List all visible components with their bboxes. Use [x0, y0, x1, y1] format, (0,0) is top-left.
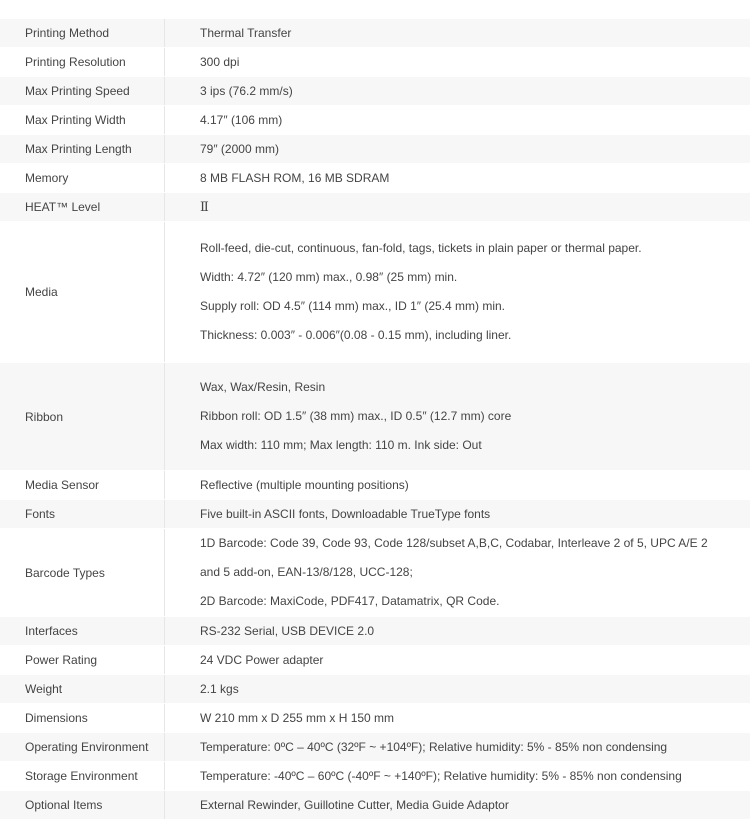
spec-value	[165, 791, 750, 819]
spec-value-line: 2.1 kgs	[200, 681, 239, 696]
spec-value-line: Width: 4.72″ (120 mm) max., 0.98″ (25 mm) min.	[200, 270, 458, 284]
spec-value	[165, 77, 750, 105]
spec-value-line: 24 VDC Power adapter	[200, 652, 324, 667]
spec-label: Printing Method	[0, 19, 165, 47]
spec-value-line: Max width: 110 mm; Max length: 110 m. Ink side: Out	[200, 438, 482, 452]
spec-label: Media Sensor	[0, 471, 165, 499]
spec-row-weight	[0, 675, 750, 704]
spec-value-line: Wax, Wax/Resin, Resin	[200, 380, 326, 394]
spec-value-line: Ⅱ	[200, 199, 209, 215]
spec-row-operating-environment	[0, 733, 750, 762]
spec-value-line: and 5 add-on, EAN-13/8/128, UCC-128;	[200, 565, 413, 579]
spec-row-optional-items	[0, 791, 750, 820]
spec-value	[165, 193, 750, 221]
spec-value	[165, 106, 750, 134]
spec-value	[165, 704, 750, 732]
spec-value-line: RS-232 Serial, USB DEVICE 2.0	[200, 623, 375, 638]
spec-value	[165, 675, 750, 703]
spec-value	[165, 19, 750, 47]
spec-value-line: 300 dpi	[200, 54, 240, 69]
spec-label: Dimensions	[0, 704, 165, 732]
spec-label: Barcode Types	[0, 529, 165, 616]
spec-row-heat-level	[0, 193, 750, 222]
spec-row-power-rating	[0, 646, 750, 675]
spec-value-line: Reflective (multiple mounting positions)	[200, 477, 409, 492]
spec-value-line: Thickness: 0.003″ - 0.006″(0.08 - 0.15 mm), including liner.	[200, 328, 512, 342]
spec-label: HEAT™ Level	[0, 193, 165, 221]
spec-label: Interfaces	[0, 617, 165, 645]
spec-label: Max Printing Length	[0, 135, 165, 163]
spec-value-line: 4.17″ (106 mm)	[200, 112, 283, 127]
spec-value	[165, 363, 750, 470]
spec-row-media-sensor	[0, 471, 750, 500]
spec-value	[165, 500, 750, 528]
spec-value	[165, 222, 750, 362]
spec-row-barcode-types	[0, 529, 750, 617]
spec-label: Max Printing Speed	[0, 77, 165, 105]
spec-label: Memory	[0, 164, 165, 192]
spec-table	[0, 19, 750, 820]
spec-row-max-printing-length	[0, 135, 750, 164]
spec-label: Printing Resolution	[0, 48, 165, 76]
spec-row-media	[0, 222, 750, 363]
spec-label: Operating Environment	[0, 733, 165, 761]
spec-row-printing-resolution	[0, 48, 750, 77]
spec-label: Weight	[0, 675, 165, 703]
spec-value-line: 8 MB FLASH ROM, 16 MB SDRAM	[200, 170, 390, 185]
spec-row-memory	[0, 164, 750, 193]
spec-row-max-printing-width	[0, 106, 750, 135]
spec-value-line: External Rewinder, Guillotine Cutter, Media Guide Adaptor	[200, 797, 509, 812]
spec-value	[165, 164, 750, 192]
spec-value-line: Supply roll: OD 4.5″ (114 mm) max., ID 1″ (25.4 mm) min.	[200, 299, 506, 313]
spec-value-line: 3 ips (76.2 mm/s)	[200, 83, 293, 98]
spec-row-printing-method	[0, 19, 750, 48]
spec-label: Storage Environment	[0, 762, 165, 790]
spec-value-line: Ribbon roll: OD 1.5″ (38 mm) max., ID 0.5″ (12.7 mm) core	[200, 409, 512, 423]
spec-label: Optional Items	[0, 791, 165, 819]
spec-value	[165, 646, 750, 674]
spec-label: Media	[0, 222, 165, 362]
spec-row-interfaces	[0, 617, 750, 646]
spec-value	[165, 529, 750, 616]
spec-row-dimensions	[0, 704, 750, 733]
spec-row-ribbon	[0, 363, 750, 471]
spec-row-max-printing-speed	[0, 77, 750, 106]
spec-value-line: Five built-in ASCII fonts, Downloadable TrueType fonts	[200, 506, 491, 521]
spec-value-line: 2D Barcode: MaxiCode, PDF417, Datamatrix, QR Code.	[200, 594, 500, 608]
spec-value	[165, 135, 750, 163]
spec-label: Max Printing Width	[0, 106, 165, 134]
spec-row-storage-environment	[0, 762, 750, 791]
spec-value	[165, 733, 750, 761]
spec-value-line: 1D Barcode: Code 39, Code 93, Code 128/subset A,B,C, Codabar, Interleave 2 of 5, UPC A/E 2	[200, 536, 708, 550]
spec-value-line: Temperature: 0ºC – 40ºC (32ºF ~ +104ºF); Relative humidity: 5% - 85% non condensing	[200, 739, 668, 754]
spec-label: Power Rating	[0, 646, 165, 674]
spec-value-line: W 210 mm x D 255 mm x H 150 mm	[200, 710, 395, 725]
spec-value-line: Thermal Transfer	[200, 25, 292, 40]
spec-row-fonts	[0, 500, 750, 529]
spec-value	[165, 471, 750, 499]
spec-value-line: Roll-feed, die-cut, continuous, fan-fold, tags, tickets in plain paper or thermal paper.	[200, 241, 642, 255]
spec-value	[165, 48, 750, 76]
spec-value	[165, 762, 750, 790]
spec-label: Ribbon	[0, 363, 165, 470]
spec-value	[165, 617, 750, 645]
spec-label: Fonts	[0, 500, 165, 528]
spec-value-line: Temperature: -40ºC – 60ºC (-40ºF ~ +140ºF); Relative humidity: 5% - 85% non condensing	[200, 768, 682, 783]
spec-value-line: 79″ (2000 mm)	[200, 141, 279, 156]
